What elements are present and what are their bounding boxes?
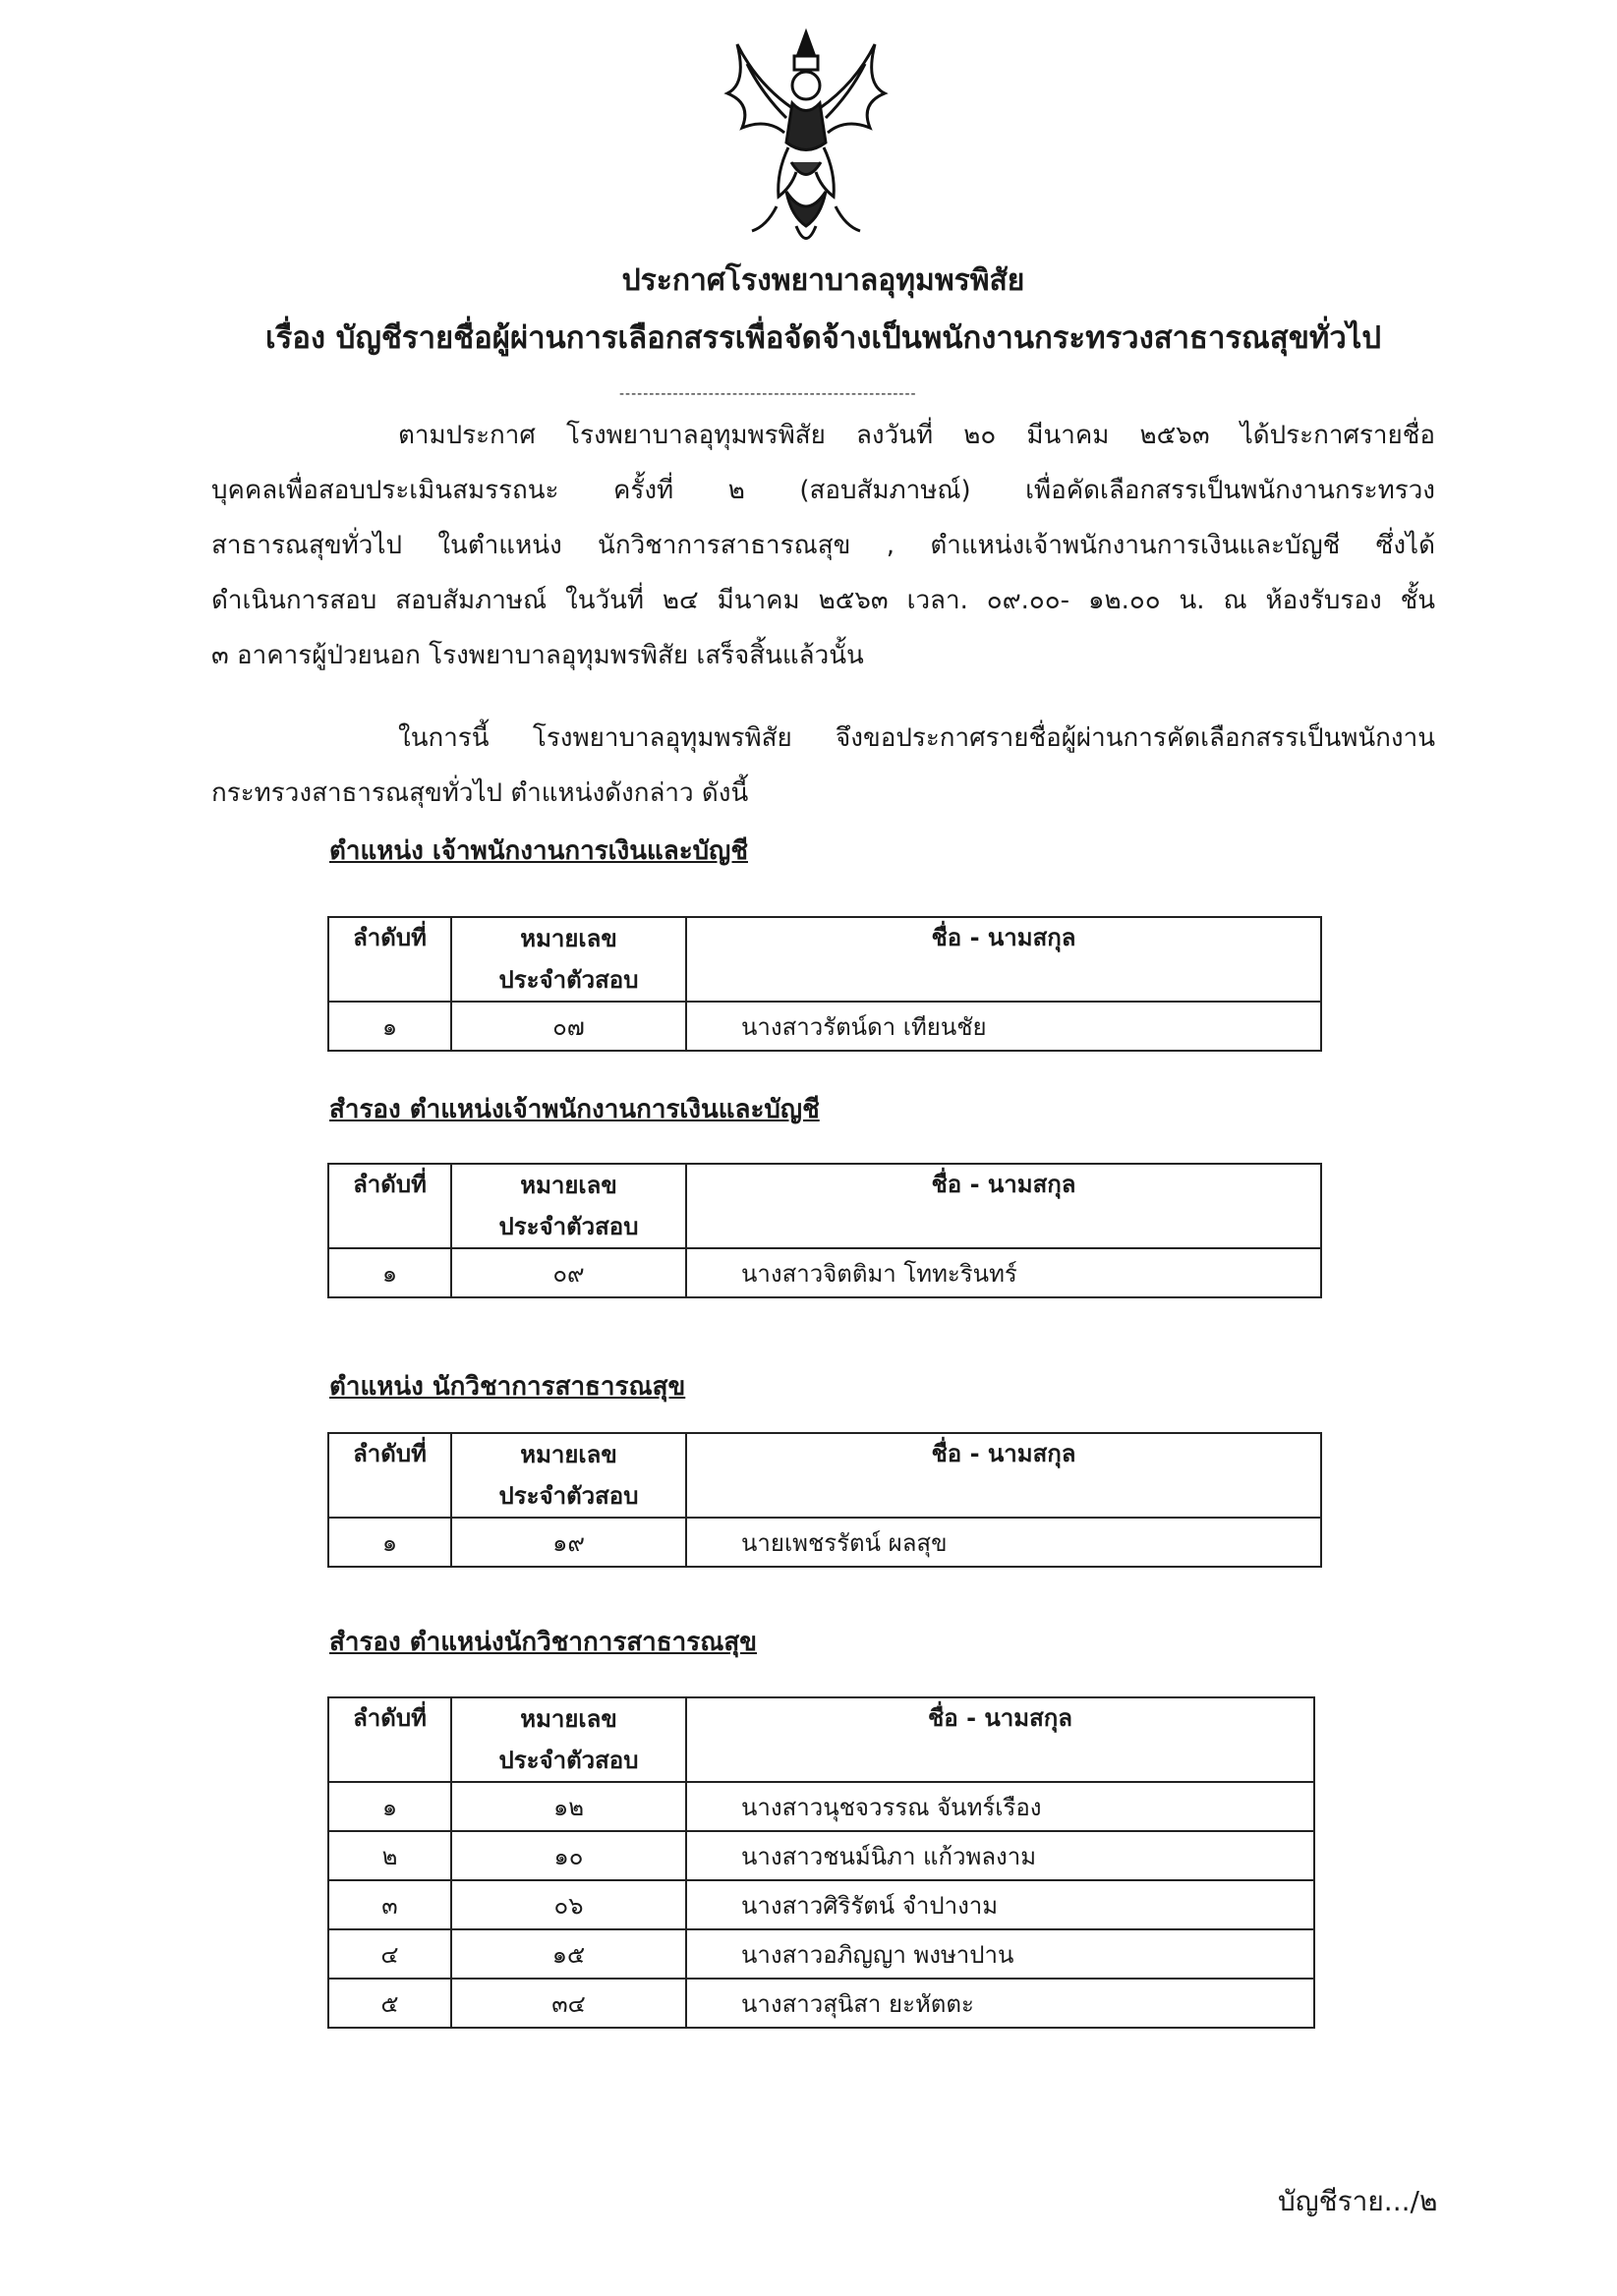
cell-name: นางสาวรัตน์ดา เทียนชัย (686, 1002, 1321, 1051)
table-header-row (328, 1697, 1314, 1782)
paragraph-line: ดำเนินการสอบ สอบสัมภาษณ์ ในวันที่ ๒๔ มีนาคม ๒๕๖๓ เวลา. ๐๙.๐๐- ๑๒.๐๐ น. ณ ห้องรับรอง ชั้น (211, 586, 1435, 615)
table-row (328, 1782, 1314, 1831)
paragraph-line: กระทรวงสาธารณสุขทั่วไป ตำแหน่งดังกล่าว ดังนี้ (211, 778, 749, 808)
cell-id: ๑๕ (451, 1929, 686, 1979)
cell-name: นางสาวศิริรัตน์ จำปางาม (686, 1880, 1314, 1929)
page-continuation: บัญชีราย.../๒ (1278, 2185, 1438, 2217)
result-table (327, 1696, 1315, 2029)
header-name: ชื่อ - นามสกุล (686, 917, 1321, 1002)
paragraph-announcement (211, 423, 1435, 698)
cell-order: ๒ (328, 1831, 451, 1880)
table-row (328, 1518, 1321, 1567)
header-order: ลำดับที่ (328, 1433, 451, 1518)
cell-id: ๑๐ (451, 1831, 686, 1880)
section-heading: ตำแหน่ง นักวิชาการสาธารณสุข (329, 1372, 686, 1402)
paragraph-line: ๓ อาคารผู้ป่วยนอก โรงพยาบาลอุทุมพรพิสัย เสร็จสิ้นแล้วนั้น (211, 641, 864, 670)
cell-name: นางสาวจิตติมา โททะรินทร์ (686, 1248, 1321, 1297)
cell-name: นางสาวสุนิสา ยะหัตตะ (686, 1979, 1314, 2028)
cell-name: นางสาวชนม์นิภา แก้วพลงาม (686, 1831, 1314, 1880)
table-row (328, 1002, 1321, 1051)
cell-id: ๐๖ (451, 1880, 686, 1929)
result-table (327, 916, 1322, 1052)
header-name: ชื่อ - นามสกุล (686, 1697, 1314, 1782)
cell-name: นายเพชรรัตน์ ผลสุข (686, 1518, 1321, 1567)
section-heading: ตำแหน่ง เจ้าพนักงานการเงินและบัญชี (329, 836, 748, 866)
cell-order: ๑ (328, 1518, 451, 1567)
table-row (328, 1248, 1321, 1297)
header-order: ลำดับที่ (328, 1164, 451, 1248)
header-id: หมายเลข ประจำตัวสอบ (451, 1697, 686, 1782)
paragraph-line: ในการนี้ โรงพยาบาลอุทุมพรพิสัย จึงขอประกาศรายชื่อผู้ผ่านการคัดเลือกสรรเป็นพนักงาน (398, 723, 1435, 753)
cell-order: ๕ (328, 1979, 451, 2028)
cell-id: ๐๗ (451, 1002, 686, 1051)
header-id: หมายเลข ประจำตัวสอบ (451, 1433, 686, 1518)
table-header-row (328, 917, 1321, 1002)
separator-line: -------------------------------------------------- (619, 386, 917, 402)
section-heading: สำรอง ตำแหน่งนักวิชาการสาธารณสุข (329, 1628, 757, 1657)
result-table (327, 1163, 1322, 1298)
cell-name: นางสาวอภิญญา พงษาปาน (686, 1929, 1314, 1979)
paragraph-line: บุคคลเพื่อสอบประเมินสมรรถนะ ครั้งที่ ๒ (สอบสัมภาษณ์) เพื่อคัดเลือกสรรเป็นพนักงานกระทรวง (211, 476, 1435, 505)
cell-id: ๐๙ (451, 1248, 686, 1297)
header-id: หมายเลข ประจำตัวสอบ (451, 917, 686, 1002)
cell-name: นางสาวนุชจวรรณ จันทร์เรือง (686, 1782, 1314, 1831)
header-id: หมายเลข ประจำตัวสอบ (451, 1164, 686, 1248)
paragraph-line: ตามประกาศ โรงพยาบาลอุทุมพรพิสัย ลงวันที่ ๒๐ มีนาคม ๒๕๖๓ ได้ประกาศรายชื่อ (398, 421, 1435, 450)
header-order: ลำดับที่ (328, 917, 451, 1002)
cell-order: ๑ (328, 1248, 451, 1297)
header-name: ชื่อ - นามสกุล (686, 1164, 1321, 1248)
cell-id: ๑๙ (451, 1518, 686, 1567)
cell-order: ๔ (328, 1929, 451, 1979)
header-name: ชื่อ - นามสกุล (686, 1433, 1321, 1518)
paragraph-result (211, 725, 1435, 835)
document-subject: เรื่อง บัญชีรายชื่อผู้ผ่านการเลือกสรรเพื่อจัดจ้างเป็นพนักงานกระทรวงสาธารณสุขทั่วไป (265, 320, 1381, 356)
cell-order: ๑ (328, 1782, 451, 1831)
table-header-row (328, 1164, 1321, 1248)
document-title: ประกาศโรงพยาบาลอุทุมพรพิสัย (621, 263, 1025, 298)
table-row (328, 1880, 1314, 1929)
cell-order: ๓ (328, 1880, 451, 1929)
result-table (327, 1432, 1322, 1568)
cell-order: ๑ (328, 1002, 451, 1051)
cell-id: ๑๒ (451, 1782, 686, 1831)
table-header-row (328, 1433, 1321, 1518)
table-row (328, 1929, 1314, 1979)
header-order: ลำดับที่ (328, 1697, 451, 1782)
paragraph-line: สาธารณสุขทั่วไป ในตำแหน่ง นักวิชาการสาธารณสุข , ตำแหน่งเจ้าพนักงานการเงินและบัญชี ซึ่งได้ (211, 531, 1435, 560)
garuda-emblem-icon (708, 25, 904, 256)
section-heading: สำรอง ตำแหน่งเจ้าพนักงานการเงินและบัญชี (329, 1095, 820, 1124)
cell-id: ๓๔ (451, 1979, 686, 2028)
table-row (328, 1831, 1314, 1880)
table-row (328, 1979, 1314, 2028)
